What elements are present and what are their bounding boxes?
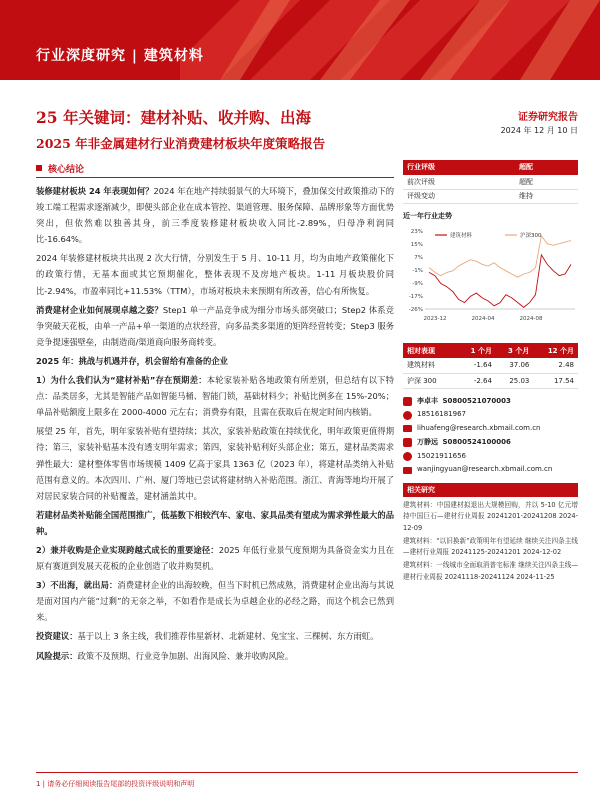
paragraph-lead: 消费建材企业如何展现卓越之姿？: [36, 304, 163, 315]
performance-cell: 17.54: [533, 373, 578, 388]
performance-row: [403, 358, 578, 373]
analyst-email[interactable]: wanjingyuan@research.xbmail.com.cn: [417, 465, 553, 474]
body-paragraph: [36, 423, 394, 503]
performance-cell: 25.03: [496, 373, 533, 388]
report-title: 25 年关键词：建材补贴、收并购、出海: [36, 108, 311, 127]
rating-value: 超配: [515, 175, 578, 190]
body-paragraph: [36, 250, 394, 298]
analyst-phone-row: [403, 450, 578, 464]
paragraph-text: 基于以上 3 条主线，我们推荐伟星新材、北新建材、兔宝宝、三棵树、东方雨虹。: [77, 631, 379, 642]
paragraph-lead: 装修建材板块 24 年表现如何？: [36, 186, 154, 196]
body-paragraph: [36, 372, 394, 420]
related-research-list: [403, 500, 578, 582]
y-tick-label: -26%: [408, 307, 423, 313]
y-tick-label: -17%: [408, 294, 423, 300]
x-tick-label: 2023-12: [423, 316, 447, 322]
body-paragraph: [36, 648, 394, 664]
x-tick-label: 2024-04: [471, 316, 495, 322]
banner-title: 行业深度研究 | 建筑材料: [36, 48, 204, 64]
analyst-cert: S0800524100006: [442, 437, 511, 446]
body-paragraph: [36, 507, 394, 539]
y-tick-label: 7%: [414, 255, 423, 261]
trend-chart: [403, 225, 578, 325]
square-bullet-icon: [36, 165, 42, 171]
legend-label: 沪深300: [520, 233, 542, 239]
performance-cell: 37.06: [496, 358, 533, 373]
analyst-phone: 18516181967: [417, 410, 466, 419]
paragraph-text: 2024 年装修建材板块共出现 2 次大行情，分别发生于 5 月、10-11 月，均为由地产政策催化下的政策行情，无基本面或其它预期催化，整体表现不及房地产板块。1-11 月板块股价同比-2.94%，市盈率同比+11.53%（TTM），市场对板块未来预期有所改善，信心有所恢复。: [36, 253, 394, 296]
performance-table: [403, 343, 578, 389]
performance-header-cell: 相对表现: [403, 343, 459, 358]
body-paragraph: [36, 577, 394, 625]
analyst-email-row[interactable]: [403, 463, 578, 477]
body-paragraph: [36, 183, 394, 247]
analyst-email-row[interactable]: [403, 422, 578, 436]
y-tick-label: 15%: [410, 242, 423, 248]
paragraph-text: 2025 年低行业景气度预期为具备资金实力且在原有赛道到发展天花板的企业创造了收并购契机。: [36, 544, 394, 572]
mail-icon: [403, 467, 412, 474]
y-tick-label: 23%: [410, 229, 423, 235]
analyst-name-row: [403, 436, 578, 450]
chart-label: 近一年行业走势: [403, 212, 452, 220]
rating-row: [403, 189, 578, 204]
rating-row: [403, 160, 578, 175]
paragraph-lead: 风险提示：: [36, 650, 78, 661]
x-tick-label: 2024-08: [519, 316, 543, 322]
series-line: [429, 236, 571, 277]
person-icon: [403, 397, 412, 406]
body-paragraph: [36, 302, 394, 350]
analyst-block: [403, 395, 578, 478]
paragraph-text: 本轮家装补贴各地政策有所差别，但总结有以下特点：品类居多，尤其是智能产品如智能马桶、智能门锁，基础材料少；补贴比例多在 15%-20%；单品补贴额度上限多在 2000-4000 元左右；消费券有限，且需在获取后在规定时间内核销。: [36, 375, 394, 418]
performance-cell: 2.48: [533, 358, 578, 373]
series-line: [429, 255, 571, 308]
sidebar: [403, 160, 578, 585]
rating-value: 维持: [515, 189, 578, 204]
rating-key: 评级变动: [403, 189, 515, 204]
rating-key: 行业评级: [403, 160, 515, 175]
rating-value: 超配: [515, 160, 578, 175]
analyst-name: 万静远: [417, 437, 438, 446]
y-tick-label: -9%: [412, 281, 423, 287]
performance-header-row: [403, 343, 578, 358]
report-date: 2024 年 12 月 10 日: [500, 126, 578, 135]
paragraph-text: 2024 年在地产持续弱景气的大环境下，叠加保交付政策推动下的竣工端工程需求逐渐减少，即便头部企业在成本管控、渠道管理、服务保障、品牌形象等方面优势突出，但依然难以独善其身，前三季度装修建材板块收入同比-2.89%，归母净利润同比-16.64%。: [36, 186, 394, 245]
y-tick-label: -1%: [412, 268, 423, 274]
analyst-name: 李卓丰: [417, 396, 438, 405]
related-research-item[interactable]: 建筑材料：中国建材拟退出大规模回购，并以 5-10 亿元增持中国巨石—建材行业周报 20241201-20241208 2024-12-09: [403, 501, 578, 532]
rating-key: 前次评级: [403, 175, 515, 190]
body-paragraph: [36, 542, 394, 574]
report-subtitle: 2025 年非金属建材行业消费建材板块年度策略报告: [36, 136, 326, 151]
phone-icon: [403, 411, 412, 420]
decorative-stripes: [180, 0, 600, 80]
rating-table: [403, 160, 578, 204]
paragraph-lead: 1）为什么我们认为“建材补贴”存在预期差：: [36, 375, 207, 386]
paragraph-text: 政策不及预期、行业竞争加剧、出海风险、兼并收购风险。: [77, 650, 294, 661]
report-type: 证券研究报告: [518, 112, 578, 123]
analyst-phone: 15021911656: [417, 451, 466, 460]
mail-icon: [403, 425, 412, 432]
analyst-cert: S0800521070003: [442, 396, 511, 405]
paragraph-lead: 3）不出海，就出局：: [36, 580, 118, 591]
performance-cell: 建筑材料: [403, 358, 459, 373]
legend-label: 建筑材料: [450, 233, 473, 239]
paragraph-lead: 投资建议：: [36, 631, 78, 642]
analyst-name-row: [403, 395, 578, 409]
paragraph-text: 若建材品类补贴能全国范围推广，低基数下相较汽车、家电、家具品类有望成为需求弹性最大的品种。: [36, 509, 394, 536]
analyst-phone-row: [403, 408, 578, 422]
related-research-item[interactable]: 建筑材料：一线城市全面取消普宅标准 继续关注四条主线—建材行业周报 20241118-20241124 2024-11-25: [403, 561, 578, 581]
performance-cell: -2.64: [459, 373, 496, 388]
performance-header-cell: 3 个月: [496, 343, 533, 358]
person-icon: [403, 438, 412, 447]
section-heading: [36, 162, 394, 178]
paragraph-text: 展望 25 年，首先，明年家装补贴有望持续；其次，家装补贴政策在持续优化，明年政策更值得期待；第三，家装补贴基本没有透支明年需求；第四，家装补贴利好头部企业；第五，建材品类需求弹性最大：建材整体零售市场规模 1409 亿高于家具 1363 亿（2023 年），将建材品类纳入补贴范围有意义的。本次四川、广州、厦门等地已尝试将建材纳入补贴范围。浙江、青海等地均开展了对居民家装合同的补贴覆盖，建材涵盖其中。: [36, 426, 394, 501]
related-research-heading: 相关研究: [403, 483, 578, 497]
performance-header-cell: 1 个月: [459, 343, 496, 358]
body-paragraph: [36, 628, 394, 644]
performance-cell: 沪深 300: [403, 373, 459, 388]
section-heading-label: 核心结论: [48, 165, 85, 175]
main-body: [36, 183, 394, 667]
header-banner: [0, 0, 600, 80]
performance-row: [403, 373, 578, 388]
related-research-item[interactable]: 建筑材料：“以旧换新”政策明年有望延续 继续关注四条主线—建材行业周报 20241125-20241201 2024-12-02: [403, 536, 578, 557]
footer-divider: [36, 772, 578, 773]
body-paragraph: [36, 353, 394, 369]
paragraph-text: 消费建材企业的出海较晚，但当下时机已然成熟，消费建材企业出海与其说是面对国内产能“过剩”的无奈之举，不如看作是成长为卓越企业的必经之路，而这个机会已然到来。: [36, 580, 394, 623]
paragraph-text: Step1 单一产品竞争成为细分市场头部突破口；Step2 体系竞争突破天花板，由单一产品+单一渠道的点状经营，向多品类多渠道的矩阵经营转变；Step3 服务竞争提速强壁垒，由制造商/渠道商向服务商转变。: [36, 304, 394, 347]
analyst-email[interactable]: lihuafeng@research.xbmail.com.cn: [417, 424, 541, 433]
paragraph-lead: 2）兼并收购是企业实现跨越式成长的重要途径：: [36, 544, 219, 555]
footer-text: 1 | 请务必仔细阅读报告尾部的投资评级说明和声明: [36, 780, 195, 788]
paragraph-lead: 2025 年：挑战与机遇并存，机会留给有准备的企业: [36, 355, 228, 366]
performance-header-cell: 12 个月: [533, 343, 578, 358]
rating-row: [403, 175, 578, 190]
phone-icon: [403, 452, 412, 461]
performance-cell: -1.64: [459, 358, 496, 373]
